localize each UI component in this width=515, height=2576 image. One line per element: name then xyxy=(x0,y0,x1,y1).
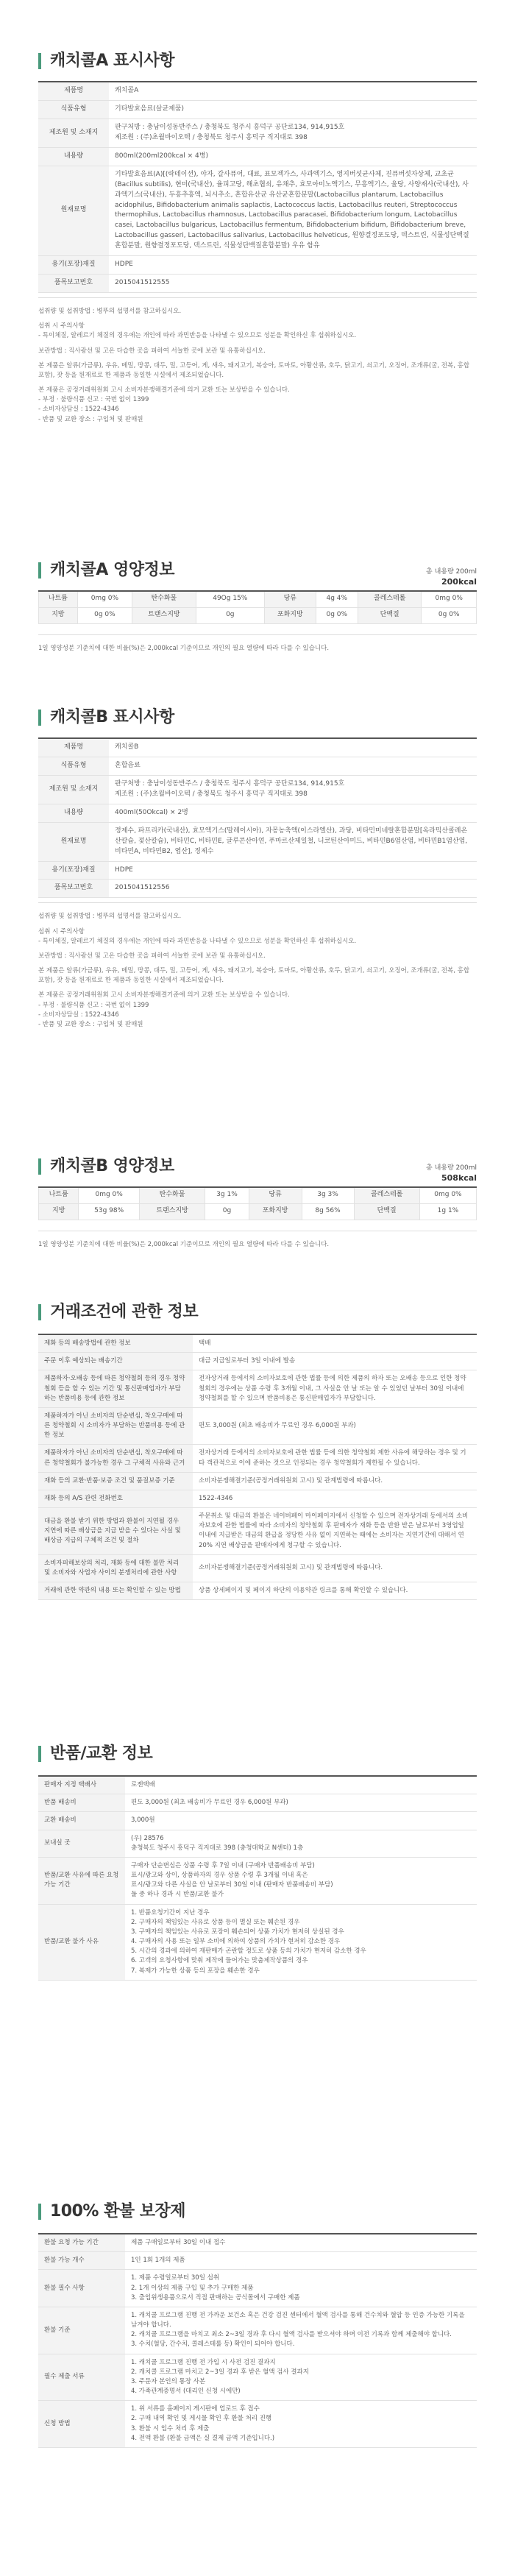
refund-key: 환불 가능 개수 xyxy=(38,2252,125,2270)
product-b-value: 2015041512556 xyxy=(109,880,477,898)
nutrition-b-table xyxy=(38,1186,477,1220)
product-a-row xyxy=(38,147,477,166)
product-a-key: 제조원 및 소재지 xyxy=(38,118,109,147)
nutrient-value: 3g 3% xyxy=(302,1187,354,1203)
product-b-table xyxy=(38,737,477,898)
returns-row xyxy=(38,1904,477,1980)
nutrient-value: 49Og 15% xyxy=(196,591,264,607)
product-a-value: HDPE xyxy=(109,256,477,275)
product-b-section xyxy=(38,707,477,1035)
note-item: 섭취 시 주의사항 - 특이체질, 알레르기 체질의 경우에는 개인에 따라 과민반응을 나타낼 수 있으므로 성분을 확인하신 후 섭취하십시오. xyxy=(38,322,357,340)
returns-value: 구매자 단순변심은 상품 수령 후 7일 이내 (구매자 반품배송비 부담) 표시/광고와 상이, 상품하자의 경우 상품 수령 후 3개월 이내 혹은 표시/광고와 다른 사실을 안 날로부터 30일 이내 (판매자 반품배송비 부담) 둘 중 하나 경과 시 반품/교환 불가 xyxy=(125,1857,477,1904)
product-a-key: 용기(포장)재질 xyxy=(38,256,109,275)
nutrition-row xyxy=(39,1203,477,1220)
note-item: 본 제품은 공정거래위원회 고시 소비자분쟁해결기준에 의거 교환 또는 보상받을 수 있습니다. - 부정 · 불량식품 신고 : 국번 없이 1399 - 소비자상담실 : 1522-4346 - 반품 및 교환 장소 : 구입처 및 판매원 xyxy=(38,991,290,1028)
product-b-row xyxy=(38,861,477,880)
nutrient-name: 포화지방 xyxy=(265,607,316,623)
title-accent-bar xyxy=(38,53,41,69)
title-accent-bar xyxy=(38,710,41,726)
serving-size: 총 내용량 200ml 200kcal xyxy=(426,568,477,587)
product-b-row xyxy=(38,775,477,804)
nutrient-value: 3g 1% xyxy=(205,1187,249,1203)
transaction-key: 대금을 환불 받기 위한 방법과 환불이 지연될 경우 지연에 따른 배상금을 지급 받을 수 있다는 사실 및 배상금 지급의 구체적 조건 및 절차 xyxy=(38,1508,193,1555)
product-a-notes xyxy=(38,307,477,425)
title-accent-bar xyxy=(38,1158,41,1175)
transaction-row xyxy=(38,1472,477,1490)
transaction-value: 대금 지급일로부터 3일 이내에 발송 xyxy=(193,1353,477,1370)
product-b-key: 용기(포장)재질 xyxy=(38,861,109,880)
product-b-row xyxy=(38,880,477,898)
refund-row xyxy=(38,2252,477,2270)
product-b-key: 원재료명 xyxy=(38,822,109,861)
transaction-row xyxy=(38,1554,477,1582)
refund-value: 1. 제품 수령일로부터 30일 섭취 2. 1개 이상의 제품 구입 및 추가 구매한 제품 3. 출입위생용품으로서 직접 판매하는 공식몰에서 구매한 제품 xyxy=(125,2270,477,2307)
product-b-row xyxy=(38,822,477,861)
transaction-value: 1522-4346 xyxy=(193,1490,477,1507)
nutrition-b-section xyxy=(38,1156,477,1250)
product-b-key: 내용량 xyxy=(38,804,109,822)
note-item: 섭취량 및 섭취방법 : 병뚜의 섭명서를 참고하십시오. xyxy=(38,913,182,921)
serving-size: 총 내용량 200ml 508kcal xyxy=(426,1164,477,1183)
transaction-row xyxy=(38,1445,477,1472)
transaction-title: 거래조건에 관한 정보 xyxy=(38,1301,477,1323)
transaction-key: 소비자피해보상의 처리, 재화 등에 대한 불만 처리 및 소비자와 사업자 사이의 분쟁처리에 관한 사항 xyxy=(38,1554,193,1582)
product-b-notes xyxy=(38,912,477,1030)
nutrient-name: 당류 xyxy=(265,591,316,607)
nutrition-a-title: 캐치콜A 영양정보 xyxy=(38,559,477,581)
product-a-value: 2015041512555 xyxy=(109,275,477,293)
returns-section xyxy=(38,1743,477,1981)
title-accent-bar xyxy=(38,1746,41,1762)
refund-key: 신청 방법 xyxy=(38,2401,125,2448)
note-item: 본 제품은 알류(가금류), 우유, 메밀, 땅콩, 대두, 밀, 고등어, 게, 새우, 돼지고기, 복숭아, 토마토, 아황산류, 호두, 닭고기, 쇠고기, 오징어, 조개류(굴, 전복, 홍합 포함), 잣 등을 원재료로 한 제품과 동일한 시설에서 제조되었습니다. xyxy=(38,967,470,985)
nutrition-row xyxy=(39,1187,477,1203)
title-accent-bar xyxy=(38,2204,41,2220)
transaction-row xyxy=(38,1334,477,1353)
nutrition-a-table xyxy=(38,590,477,624)
refund-key: 환불 필수 사항 xyxy=(38,2270,125,2307)
returns-value: (우) 28576 충청북도 청주시 흥덕구 직지대로 398 (충청대학교 N센터) 1층 xyxy=(125,1830,477,1857)
returns-table xyxy=(38,1775,477,1981)
nutrient-name: 탄수화물 xyxy=(132,591,196,607)
refund-row xyxy=(38,2401,477,2448)
refund-value: 1. 캐치콜 프로그램 진행 전 가입 시 사전 검진 결과지 2. 캐치콜 프로그램 마치고 2~3일 경과 후 받은 혈액 검사 결과지 3. 주문자 본인의 통장 사본 4. 가족관계증명서 (대리인 신청 시에만) xyxy=(125,2354,477,2401)
product-a-key: 내용량 xyxy=(38,147,109,166)
nutrient-name: 단백질 xyxy=(354,1203,419,1220)
transaction-value: 편도 3,000원 (최초 배송비가 무료인 경우 6,000원 부과) xyxy=(193,1407,477,1445)
nutrient-name: 지방 xyxy=(39,1203,79,1220)
transaction-row xyxy=(38,1490,477,1507)
product-b-key: 식품유형 xyxy=(38,757,109,775)
transaction-value: 소비자분쟁해결기준(공정거래위원회 고시) 및 관계법령에 따릅니다. xyxy=(193,1472,477,1490)
transaction-value: 주문취소 및 대금의 환불은 네이버페이 마이페이지에서 신청할 수 있으며 전자상거래 등에서의 소비자보호에 관한 법률에 따라 소비자의 청약철회 후 판매자가 재화 등을 반환 받은 날로부터 3영업일 이내에 지급받은 대금의 환급을 정당한 사유 없이 지연하는 때에는 소비자는 지연기간에 대해서 연 20% 지연 배상금을 판매자에게 청구할 수 있습니다. xyxy=(193,1508,477,1555)
refund-value: 제품 구매일로부터 30일 이내 접수 xyxy=(125,2234,477,2252)
divider xyxy=(38,297,477,298)
product-b-value: 400ml(50Okcal) × 2병 xyxy=(109,804,477,822)
nutrition-b-note: 1일 영양성분 기준치에 대한 비율(%)은 2,000kcal 기준이므로 개인의 필요 열량에 따라 다를 수 있습니다. xyxy=(38,1240,330,1248)
transaction-value: 소비자분쟁해결기준(공정거래위원회 고시) 및 관계법령에 따릅니다. xyxy=(193,1554,477,1582)
returns-value: 편도 3,000원 (최초 배송비가 무료인 경우 6,000원 부과) xyxy=(125,1794,477,1812)
product-a-row xyxy=(38,118,477,147)
product-a-section xyxy=(38,50,477,430)
note-item: 본 제품은 공정거래위원회 고시 소비자분쟁해결기준에 의거 교환 또는 보상받을 수 있습니다. - 부정 · 불량식품 신고 : 국번 없이 1399 - 소비자상담실 : 1522-4346 - 반품 및 교환 장소 : 구입처 및 판매원 xyxy=(38,386,290,423)
returns-key: 보내실 곳 xyxy=(38,1830,125,1857)
product-b-title: 캐치콜B 표시사항 xyxy=(38,707,477,729)
nutrition-row xyxy=(39,591,477,607)
nutrient-value: 0mg 0% xyxy=(419,1187,476,1203)
refund-row xyxy=(38,2354,477,2401)
nutrient-value: 0mg 0% xyxy=(79,1187,139,1203)
transaction-key: 주문 이후 예상되는 배송기간 xyxy=(38,1353,193,1370)
refund-table xyxy=(38,2233,477,2448)
product-a-row xyxy=(38,256,477,275)
transaction-row xyxy=(38,1370,477,1408)
nutrient-name: 나트륨 xyxy=(39,1187,79,1203)
nutrition-a-note: 1일 영양성분 기준치에 대한 비율(%)은 2,000kcal 기준이므로 개인의 필요 열량에 따라 다를 수 있습니다. xyxy=(38,644,330,652)
returns-key: 반품/교환 사유에 따른 요청 가능 기간 xyxy=(38,1857,125,1904)
nutrient-name: 트랜스지방 xyxy=(139,1203,205,1220)
refund-key: 환불 기준 xyxy=(38,2307,125,2354)
nutrition-a-section xyxy=(38,559,477,654)
product-a-key: 식품유형 xyxy=(38,100,109,118)
transaction-key: 재화 등의 A/S 관련 전화번호 xyxy=(38,1490,193,1507)
product-b-value: 혼합음료 xyxy=(109,757,477,775)
product-a-value: 기타발효음료(살균제품) xyxy=(109,100,477,118)
product-b-row xyxy=(38,738,477,757)
returns-value: 로젠택배 xyxy=(125,1776,477,1794)
transaction-value: 전자상거래 등에서의 소비자보호에 관한 법률 등에 의한 청약철회 제한 사유에 해당하는 경우 및 기타 객관적으로 이에 준하는 것으로 인정되는 경우 청약철회가 제한될 수 있습니다. xyxy=(193,1445,477,1472)
title-accent-bar xyxy=(38,1304,41,1320)
note-item: 섭취량 및 섭취방법 : 병뚜의 섭명서를 참고하십시오. xyxy=(38,308,182,316)
product-b-key: 제조원 및 소재지 xyxy=(38,775,109,804)
divider xyxy=(38,634,477,635)
transaction-key: 제품하자·오배송 등에 따른 청약철회 등의 경우 청약철회 등을 할 수 있는 기간 및 통신판매업자가 부담하는 반품비용 등에 관한 정보 xyxy=(38,1370,193,1408)
nutrient-value: 0g 0% xyxy=(77,607,132,623)
returns-value: 3,000원 xyxy=(125,1812,477,1830)
returns-row xyxy=(38,1857,477,1904)
transaction-key: 제품하자가 아닌 소비자의 단순변심, 착오구매에 따른 청약철회가 불가능한 경우 그 구체적 사유와 근거 xyxy=(38,1445,193,1472)
refund-value: 1. 위 서류를 홈페이지 게시판에 업로드 후 접수 2. 구매 내역 확인 및 게시물 확인 후 환불 처리 진행 3. 환불 시 입수 처리 후 제출 4. 전액 환불 (환불 금액은 실 결제 금액 기준입니다.) xyxy=(125,2401,477,2448)
product-b-value: HDPE xyxy=(109,861,477,880)
note-item: 본 제품은 알류(가금류), 우유, 메밀, 땅콩, 대두, 밀, 고등어, 게, 새우, 돼지고기, 복숭아, 토마토, 아황산류, 호두, 닭고기, 쇠고기, 오징어, 조개류(굴, 전복, 홍합 포함), 잣 등을 원재료로 한 제품과 동일한 시설에서 제조되었습니다. xyxy=(38,361,470,379)
note-item: 보관방법 : 직사광선 및 고온 다습한 곳을 피하여 서늘한 곳에 보관 및 유통하십시오. xyxy=(38,952,266,960)
note-item: 섭취 시 주의사항 - 특이체질, 알레르기 체질의 경우에는 개인에 따라 과민반응을 나타낼 수 있으므로 성분을 확인하신 후 섭취하십시오. xyxy=(38,927,357,945)
nutrient-name: 트랜스지방 xyxy=(132,607,196,623)
product-a-row xyxy=(38,166,477,256)
nutrient-value: 0g xyxy=(205,1203,249,1220)
transaction-key: 제품하자가 아닌 소비자의 단순변심, 착오구매에 따른 청약철회 시 소비자가 부담하는 반품비용 등에 관한 정보 xyxy=(38,1407,193,1445)
nutrient-value: 53g 98% xyxy=(79,1203,139,1220)
product-a-key: 품목보고번호 xyxy=(38,275,109,293)
nutrient-name: 지방 xyxy=(39,607,78,623)
product-b-key: 제품명 xyxy=(38,738,109,757)
transaction-value: 상품 상세페이지 및 페이지 하단의 이용약관 링크를 통해 확인할 수 있습니다. xyxy=(193,1582,477,1600)
product-a-row xyxy=(38,275,477,293)
product-a-value: 800ml(200ml200kcal × 4병) xyxy=(109,147,477,166)
transaction-key: 거래에 관한 약관의 내용 또는 확인할 수 있는 방법 xyxy=(38,1582,193,1600)
refund-title: 100% 환불 보장제 xyxy=(38,2201,477,2223)
transaction-row xyxy=(38,1508,477,1555)
product-b-value: 정제수, 파프리카(국내산), 효모엑기스(말레이시아), 자몽농축액(이스라엘산), 과당, 비타민미네랄혼합분말[옥라믹산콜레온산칼슘, 젖산칼슘), 비타민C, 비타민E, 글루콘산아연, 푸마르산제일철, 니코틴산아미드, 비타민B6염산염, 비타민B1염산염, 비타민A, 비타민B2, 엽산], 정제수 xyxy=(109,822,477,861)
nutrient-value: 8g 56% xyxy=(302,1203,354,1220)
returns-key: 반품/교환 불가 사유 xyxy=(38,1904,125,1980)
transaction-value: 택배 xyxy=(193,1334,477,1353)
product-b-row xyxy=(38,757,477,775)
nutrient-value: 4g 4% xyxy=(316,591,358,607)
nutrient-value: 0g 0% xyxy=(316,607,358,623)
nutrient-value: 0mg 0% xyxy=(422,591,477,607)
transaction-key: 재화 등의 교환·반품·보증 조건 및 품질보증 기준 xyxy=(38,1472,193,1490)
transaction-value: 전자상거래 등에서의 소비자보호에 관한 법률 등에 의한 제품의 하자 또는 오배송 등으로 인한 청약철회의 경우에는 상품 수령 후 3개월 이내, 그 사실을 안 날 또는 알 수 있었던 날부터 30일 이내에 청약철회를 할 수 있으며 반품비용은 통신판매업자가 부담합니다. xyxy=(193,1370,477,1408)
nutrient-name: 콜레스테롤 xyxy=(358,591,422,607)
refund-section xyxy=(38,2201,477,2448)
transaction-section xyxy=(38,1301,477,1600)
product-a-table xyxy=(38,81,477,293)
returns-value: 1. 반품요청기간이 지난 경우 2. 구매자의 책임있는 사유로 상품 등이 멸실 또는 훼손된 경우 3. 구매자의 책임있는 사유로 포장이 훼손되어 상품 가치가 현저히 상실된 경우 4. 구매자의 사용 또는 일부 소비에 의하여 상품의 가치가 현저히 감소한 경우 5. 시간의 경과에 의하여 재판매가 곤란할 정도로 상품 등의 가치가 현저히 감소한 경우 6. 고객의 요청사항에 맞춰 제작에 들어가는 맞춤제작상품의 경우 7. 복제가 가능한 상품 등의 포장을 훼손한 경우 xyxy=(125,1904,477,1980)
returns-row xyxy=(38,1776,477,1794)
nutrient-name: 단백질 xyxy=(358,607,422,623)
transaction-row xyxy=(38,1353,477,1370)
product-a-key: 제품명 xyxy=(38,82,109,100)
nutrient-value: 1g 1% xyxy=(419,1203,476,1220)
refund-key: 필수 제출 서류 xyxy=(38,2354,125,2401)
returns-title: 반품/교환 정보 xyxy=(38,1743,477,1765)
nutrition-b-title: 캐치콜B 영양정보 xyxy=(38,1156,477,1178)
divider xyxy=(38,902,477,903)
product-a-key: 원재료명 xyxy=(38,166,109,256)
product-b-value: 캐치콜B xyxy=(109,738,477,757)
product-b-row xyxy=(38,804,477,822)
refund-value: 1인 1회 1개의 제품 xyxy=(125,2252,477,2270)
note-item: 보관방법 : 직사광선 및 고온 다습한 곳을 피하여 서늘한 곳에 보관 및 유통하십시오. xyxy=(38,347,266,355)
transaction-row xyxy=(38,1582,477,1600)
product-a-title: 캐치콜A 표시사항 xyxy=(38,50,477,72)
nutrient-name: 포화지방 xyxy=(249,1203,302,1220)
nutrient-name: 탄수화물 xyxy=(139,1187,205,1203)
transaction-row xyxy=(38,1407,477,1445)
product-a-value: 기타발효음료(A)[(락테이션), 야자, 갈사퓨어, 대료, 표모젝가스, 사과엑기스, 영지버섯균사체, 진퓨버섯자상체, 교초균(Bacillus subtilis), 현미(국내산), 율피고당, 해초협쇠, 유채추, 효모아미노액기스, 무흥엑기스, 울당, 사양재사(국내산), 사과엑기스(국내산), 두흥추흥엑, 뇌시추소, 혼합유산균 유산균혼합분말(Lactobacillus plantarum, Lactobacillus acidophilus, Bifidobacterium animalis saplactis, Lactococcus lactis, Lactobacillus reuteri, Streptococcus thermophilus, Lactobacillus rhamnosus, Lactobacillus paracasei, Bifidobacterium longum, Lactobacillus casei, Lactobacillus bulgaricus, Lactobacillus fermentum, Bifidobacterium bifidum, Bifidobacterium breve, Lactobacillus gasseri, Lactobacillus salivarius, Lactobacillus helveticus, 원향결정포도당, 덱스트린, 식물성단백질혼합분말, 원향결정포도당, 덱스트린, 식물성단백질혼합분말) 우유 함유 xyxy=(109,166,477,256)
returns-key: 반품 배송비 xyxy=(38,1794,125,1812)
returns-row xyxy=(38,1830,477,1857)
refund-row xyxy=(38,2270,477,2307)
nutrient-name: 당류 xyxy=(249,1187,302,1203)
nutrient-value: 0mg 0% xyxy=(77,591,132,607)
returns-key: 교환 배송비 xyxy=(38,1812,125,1830)
product-a-value: 판구처방 : 충남이성동반주스 / 충청북도 청주시 흥덕구 공단로134, 914,915호 제조원 : (주)초월바이오텍 / 충청북도 청주시 흥덕구 직지대로 398 xyxy=(109,118,477,147)
product-b-key: 품목보고번호 xyxy=(38,880,109,898)
product-a-row xyxy=(38,82,477,100)
refund-key: 환불 요청 가능 기간 xyxy=(38,2234,125,2252)
product-a-row xyxy=(38,100,477,118)
refund-row xyxy=(38,2307,477,2354)
nutrition-row xyxy=(39,607,477,623)
refund-row xyxy=(38,2234,477,2252)
product-a-value: 캐치콜A xyxy=(109,82,477,100)
transaction-key: 제화 등의 배송방법에 관한 정보 xyxy=(38,1334,193,1353)
nutrient-name: 나트륨 xyxy=(39,591,78,607)
returns-key: 판매자 지정 택배사 xyxy=(38,1776,125,1794)
title-accent-bar xyxy=(38,562,41,578)
returns-row xyxy=(38,1812,477,1830)
refund-value: 1. 캐치콜 프로그램 진행 전 가까운 보건소 혹은 건강 검진 센터에서 혈액 검사를 통해 건수치와 혈압 등 인증 가능한 기록을 남겨야 합니다. 2. 캐치콜 프로그램을 마치고 최소 2~3일 경과 후 다시 혈액 검사를 받으셔야 하며 이전 기록과 함께 제출해야 합니다. 3. 수치(혈당, 간수치, 콜레스테롤 등) 확인이 되어야 합니다. xyxy=(125,2307,477,2354)
nutrient-value: 0g xyxy=(196,607,264,623)
product-b-value: 판구처방 : 충남이성동반주스 / 충청북도 청주시 흥덕구 공단로134, 914,915호 제조원 : (주)초월바이오텍 / 충청북도 청주시 흥덕구 직지대로 398 xyxy=(109,775,477,804)
nutrient-value: 0g 0% xyxy=(422,607,477,623)
transaction-table xyxy=(38,1334,477,1600)
returns-row xyxy=(38,1794,477,1812)
nutrient-name: 콜레스테롤 xyxy=(354,1187,419,1203)
